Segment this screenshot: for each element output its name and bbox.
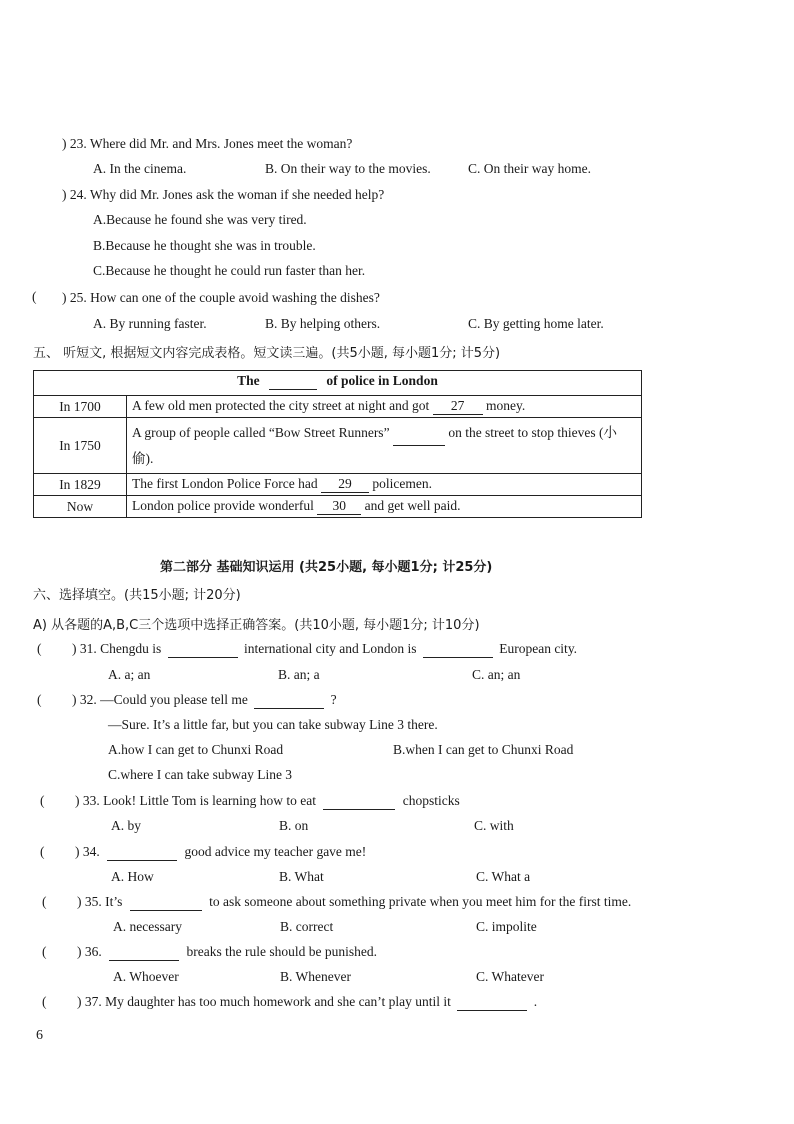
row-year: In 1750 (34, 418, 127, 474)
section-5-heading: 五、 听短文, 根据短文内容完成表格。短文读三遍。(共5小题, 每小题1分; 计5分) (33, 346, 501, 361)
question-31-paren: ( (37, 641, 42, 656)
question-35-option-a: A. necessary (113, 919, 182, 934)
question-24-option-a: A.Because he found she was very tired. (93, 212, 307, 227)
question-25-option-b: B. By helping others. (265, 316, 381, 331)
question-33-option-b: B. on (279, 818, 309, 833)
question-24-option-c: C.Because he thought he could run faster than her. (93, 263, 366, 278)
answer-blank-27[interactable]: 27 (433, 398, 483, 415)
answer-blank[interactable] (457, 994, 527, 1011)
table-title-pre: The (237, 373, 260, 388)
question-32-option-a: A.how I can get to Chunxi Road (108, 742, 284, 757)
question-25-paren: ( (32, 289, 37, 304)
row-year: Now (34, 496, 127, 518)
row-text-pre: London police provide wonderful (132, 498, 314, 513)
question-25-stem: ) 25. How can one of the couple avoid washing the dishes? (62, 290, 380, 305)
row-text (127, 496, 642, 518)
row-text-pre: The first London Police Force had (132, 476, 318, 491)
answer-blank[interactable] (323, 793, 395, 810)
question-33-paren: ( (40, 793, 45, 808)
question-31-option-c: C. an; an (472, 667, 521, 682)
section-6-heading: 六、选择填空。(共15小题; 计20分) (33, 588, 241, 603)
row-text (127, 474, 642, 496)
question-33-option-a: A. by (111, 818, 141, 833)
answer-blank[interactable] (109, 944, 179, 961)
question-34-option-a: A. How (111, 869, 154, 884)
question-33-stem: ) 33. Look! Little Tom is learning how to eat chopsticks (75, 793, 460, 808)
row-text-pre: A few old men protected the city street at night and got (132, 398, 430, 413)
question-23-option-a: A. In the cinema. (93, 161, 187, 176)
question-32-paren: ( (37, 692, 42, 707)
question-35-option-b: B. correct (280, 919, 334, 934)
question-31-stem: ) 31. Chengdu is international city and London is European city. (72, 641, 578, 656)
question-35-paren: ( (42, 894, 47, 909)
page-number: 6 (36, 1028, 43, 1043)
question-23-option-b: B. On their way to the movies. (265, 161, 431, 176)
row-text-post: money. (486, 398, 526, 413)
answer-blank[interactable] (130, 894, 202, 911)
row-text (127, 418, 642, 474)
answer-blank-29[interactable]: 29 (321, 476, 369, 493)
answer-blank[interactable] (168, 641, 238, 658)
listening-table (33, 370, 642, 518)
part-2-heading: 第二部分 基础知识运用 (共25小题, 每小题1分; 计25分) (160, 560, 493, 575)
question-32-option-b: B.when I can get to Chunxi Road (393, 742, 574, 757)
table-title-post: of police in London (326, 373, 438, 388)
row-text (127, 396, 642, 418)
answer-blank[interactable] (423, 641, 493, 658)
question-24-stem: ) 24. Why did Mr. Jones ask the woman if she needed help? (62, 187, 385, 202)
question-34-paren: ( (40, 844, 45, 859)
table-row (34, 418, 642, 474)
answer-blank-28[interactable] (393, 420, 445, 446)
row-year: In 1829 (34, 474, 127, 496)
question-32-stem: ) 32. —Could you please tell me ? (72, 692, 337, 707)
question-31-option-a: A. a; an (108, 667, 151, 682)
row-year: In 1700 (34, 396, 127, 418)
question-23-option-c: C. On their way home. (468, 161, 591, 176)
question-37-stem: ) 37. My daughter has too much homework and she can’t play until it . (77, 994, 538, 1009)
question-35-stem: ) 35. It’s to ask someone about something private when you meet him for the first time. (77, 894, 632, 909)
question-32-option-c: C.where I can take subway Line 3 (108, 767, 293, 782)
question-25-option-c: C. By getting home later. (468, 316, 604, 331)
table-title (34, 371, 642, 396)
question-34-stem: ) 34. good advice my teacher gave me! (75, 844, 367, 859)
row-text-post: policemen. (372, 476, 432, 491)
table-title-row (34, 371, 642, 396)
question-24-option-b: B.Because he thought she was in trouble. (93, 238, 316, 253)
question-34-option-b: B. What (279, 869, 324, 884)
question-36-option-b: B. Whenever (280, 969, 351, 984)
question-36-stem: ) 36. breaks the rule should be punished. (77, 944, 377, 959)
question-23-stem: ) 23. Where did Mr. and Mrs. Jones meet the woman? (62, 136, 353, 151)
question-31-option-b: B. an; a (278, 667, 320, 682)
row-text-post: on the street to stop thieves (小偷). (132, 425, 618, 466)
question-36-option-a: A. Whoever (113, 969, 179, 984)
question-33-option-c: C. with (474, 818, 514, 833)
answer-blank[interactable] (107, 844, 177, 861)
question-32-reply: —Sure. It’s a little far, but you can take subway Line 3 there. (108, 717, 438, 732)
table-row (34, 474, 642, 496)
table-row (34, 496, 642, 518)
question-36-paren: ( (42, 944, 47, 959)
question-35-option-c: C. impolite (476, 919, 537, 934)
row-text-post: and get well paid. (364, 498, 461, 513)
question-36-option-c: C. Whatever (476, 969, 544, 984)
question-34-option-c: C. What a (476, 869, 531, 884)
answer-blank-30[interactable]: 30 (317, 498, 361, 515)
answer-blank[interactable] (254, 692, 324, 709)
section-a-heading: A) 从各题的A,B,C三个选项中选择正确答案。(共10小题, 每小题1分; 计10分) (33, 618, 480, 633)
row-text-pre: A group of people called “Bow Street Runners” (132, 425, 390, 440)
answer-blank-26[interactable] (269, 373, 317, 390)
question-37-paren: ( (42, 994, 47, 1009)
table-row (34, 396, 642, 418)
question-25-option-a: A. By running faster. (93, 316, 207, 331)
